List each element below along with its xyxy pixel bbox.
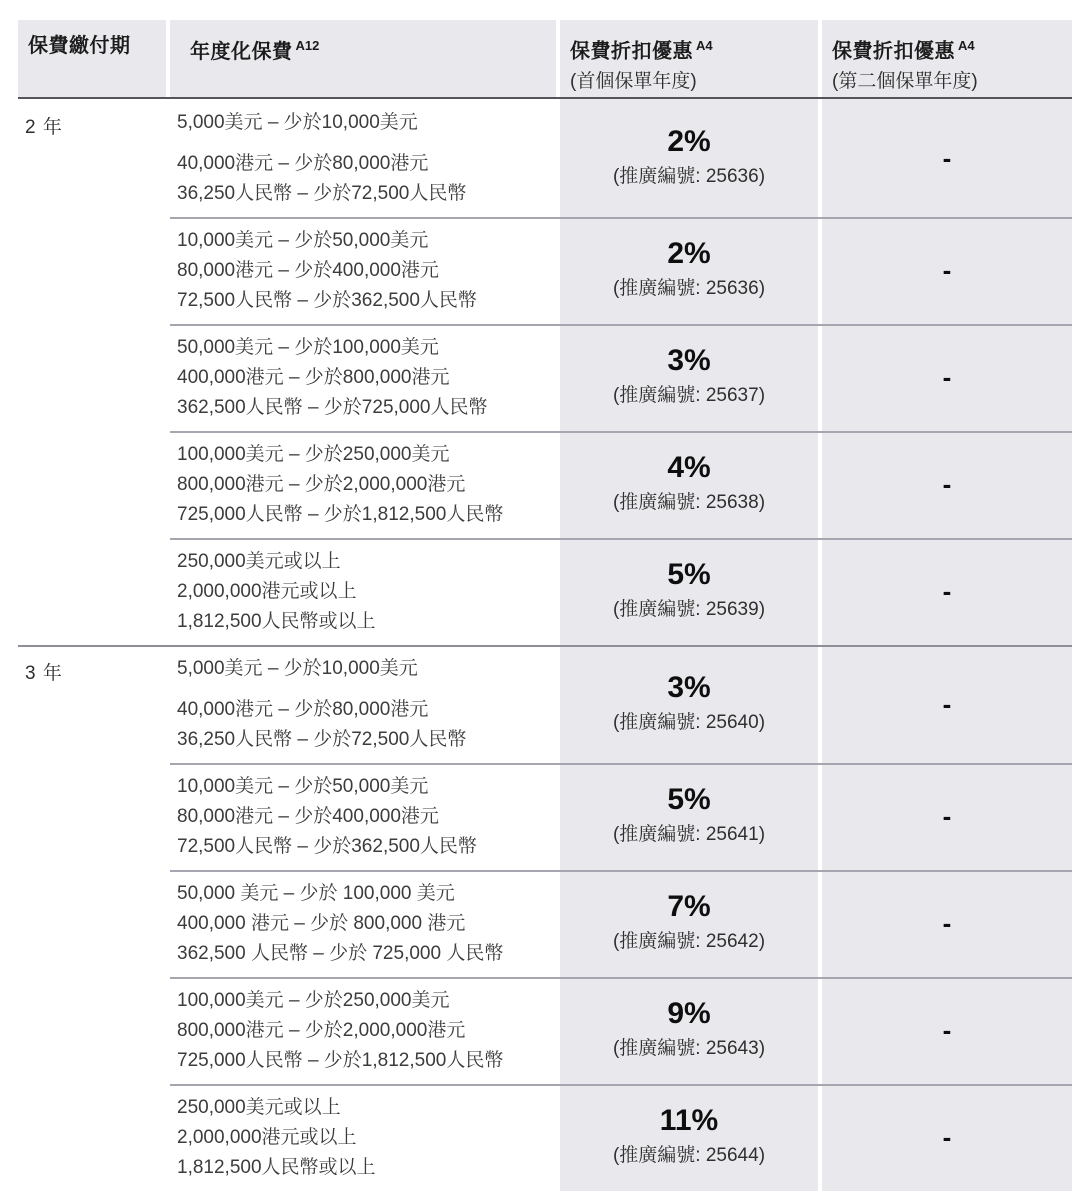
no-discount-dash: - [942, 362, 952, 393]
promo-code: (推廣編號: 25640) [612, 711, 766, 733]
table-row [18, 977, 1072, 1084]
period-label: 2 年 [25, 116, 63, 138]
range-line: 80,000港元 – 少於400,000港元 [177, 805, 439, 827]
first-year-discount-cell [560, 217, 818, 324]
range-line: 362,500人民幣 – 少於725,000人民幣 [177, 396, 488, 418]
premium-discount-table [18, 20, 1072, 1191]
first-year-discount-cell [560, 763, 818, 870]
promo-code: (推廣編號: 25641) [612, 824, 766, 846]
range-line: 10,000美元 – 少於50,000美元 [177, 775, 429, 797]
second-year-discount-cell [822, 538, 1072, 645]
premium-range-cell [170, 431, 556, 538]
second-year-discount-cell [822, 217, 1072, 324]
first-year-discount-cell [560, 431, 818, 538]
second-year-discount-cell [822, 99, 1072, 217]
header-payment-period [18, 20, 166, 97]
premium-range-cell [170, 324, 556, 431]
range-line: 2,000,000港元或以上 [177, 1126, 357, 1148]
payment-period-cell [18, 217, 166, 324]
range-line: 5,000美元 – 少於10,000美元 [177, 111, 418, 133]
payment-period-cell [18, 538, 166, 645]
header-discount-second-sub: (第二個保單年度) [832, 70, 978, 92]
discount-value: 3% [667, 670, 711, 704]
no-discount-dash: - [942, 469, 952, 500]
no-discount-dash: - [942, 688, 952, 719]
payment-period-cell [18, 870, 166, 977]
range-line: 725,000人民幣 – 少於1,812,500人民幣 [177, 503, 504, 525]
promo-code: (推廣編號: 25639) [612, 599, 766, 621]
second-year-discount-cell [822, 1084, 1072, 1191]
table-row [18, 217, 1072, 324]
payment-period-cell [18, 99, 166, 217]
table-header-row [18, 20, 1072, 99]
range-line: 800,000港元 – 少於2,000,000港元 [177, 473, 466, 495]
premium-range-cell [170, 977, 556, 1084]
footnote-ref-a12: A12 [295, 38, 320, 53]
header-payment-period-label: 保費繳付期 [28, 35, 131, 57]
discount-value: 11% [659, 1104, 719, 1138]
range-line: 40,000港元 – 少於80,000港元 [177, 152, 429, 174]
no-discount-dash: - [942, 908, 952, 939]
range-line: 72,500人民幣 – 少於362,500人民幣 [177, 835, 477, 857]
first-year-discount-cell [560, 977, 818, 1084]
range-line: 36,250人民幣 – 少於72,500人民幣 [177, 182, 467, 204]
range-line: 250,000美元或以上 [177, 550, 341, 572]
premium-range-cell [170, 870, 556, 977]
table-row [18, 538, 1072, 645]
first-year-discount-cell [560, 324, 818, 431]
payment-period-cell [18, 645, 166, 763]
range-line: 100,000美元 – 少於250,000美元 [177, 989, 450, 1011]
table-row [18, 645, 1072, 763]
no-discount-dash: - [942, 142, 952, 173]
no-discount-dash: - [942, 255, 952, 286]
premium-range-cell [170, 99, 556, 217]
header-annualized-premium [170, 20, 556, 97]
promo-code: (推廣編號: 25643) [612, 1038, 766, 1060]
header-discount-first-label: 保費折扣優惠 [570, 40, 693, 63]
range-line: 5,000美元 – 少於10,000美元 [177, 657, 418, 679]
second-year-discount-cell [822, 645, 1072, 763]
header-annualized-premium-label: 年度化保費 [190, 40, 293, 63]
discount-value: 5% [667, 783, 711, 817]
promo-code: (推廣編號: 25642) [612, 931, 766, 953]
discount-value: 4% [667, 451, 711, 485]
payment-period-cell [18, 1084, 166, 1191]
range-line: 400,000 港元 – 少於 800,000 港元 [177, 912, 466, 934]
table-row [18, 870, 1072, 977]
premium-range-cell [170, 763, 556, 870]
promo-code: (推廣編號: 25637) [612, 385, 766, 407]
table-row [18, 763, 1072, 870]
table-row [18, 99, 1072, 217]
second-year-discount-cell [822, 324, 1072, 431]
premium-range-cell [170, 538, 556, 645]
range-line: 250,000美元或以上 [177, 1096, 341, 1118]
footnote-ref-a4-first: A4 [696, 38, 713, 53]
range-line: 40,000港元 – 少於80,000港元 [177, 698, 429, 720]
footnote-ref-a4-second: A4 [958, 38, 975, 53]
header-discount-second-year [822, 20, 1072, 97]
range-line: 362,500 人民幣 – 少於 725,000 人民幣 [177, 942, 504, 964]
promo-code: (推廣編號: 25636) [612, 165, 766, 187]
payment-period-cell [18, 977, 166, 1084]
range-line: 72,500人民幣 – 少於362,500人民幣 [177, 289, 477, 311]
discount-value: 7% [667, 890, 711, 924]
range-line: 50,000美元 – 少於100,000美元 [177, 336, 439, 358]
no-discount-dash: - [942, 801, 952, 832]
discount-value: 2% [667, 237, 711, 271]
second-year-discount-cell [822, 431, 1072, 538]
premium-range-cell [170, 217, 556, 324]
premium-range-cell [170, 645, 556, 763]
range-line: 100,000美元 – 少於250,000美元 [177, 443, 450, 465]
header-discount-second-label: 保費折扣優惠 [832, 40, 955, 63]
table-row [18, 1084, 1072, 1191]
range-line: 1,812,500人民幣或以上 [177, 1156, 376, 1178]
table-row [18, 324, 1072, 431]
range-line: 800,000港元 – 少於2,000,000港元 [177, 1019, 466, 1041]
range-line: 36,250人民幣 – 少於72,500人民幣 [177, 728, 467, 750]
promo-code: (推廣編號: 25638) [612, 492, 766, 514]
promo-code: (推廣編號: 25644) [612, 1145, 766, 1167]
second-year-discount-cell [822, 763, 1072, 870]
first-year-discount-cell [560, 538, 818, 645]
range-line: 1,812,500人民幣或以上 [177, 610, 376, 632]
second-year-discount-cell [822, 870, 1072, 977]
discount-value: 9% [667, 997, 711, 1031]
premium-range-cell [170, 1084, 556, 1191]
discount-value: 3% [667, 344, 711, 378]
header-discount-first-year [560, 20, 818, 97]
no-discount-dash: - [942, 576, 952, 607]
promo-code: (推廣編號: 25636) [612, 278, 766, 300]
payment-period-cell [18, 763, 166, 870]
discount-value: 5% [667, 558, 711, 592]
first-year-discount-cell [560, 1084, 818, 1191]
range-line: 400,000港元 – 少於800,000港元 [177, 366, 450, 388]
range-line: 10,000美元 – 少於50,000美元 [177, 229, 429, 251]
header-discount-first-sub: (首個保單年度) [570, 70, 697, 92]
range-line: 2,000,000港元或以上 [177, 580, 357, 602]
period-label: 3 年 [25, 662, 63, 684]
payment-period-cell [18, 324, 166, 431]
discount-value: 2% [667, 124, 711, 158]
range-line: 725,000人民幣 – 少於1,812,500人民幣 [177, 1049, 504, 1071]
second-year-discount-cell [822, 977, 1072, 1084]
first-year-discount-cell [560, 870, 818, 977]
table-row [18, 431, 1072, 538]
no-discount-dash: - [942, 1122, 952, 1153]
first-year-discount-cell [560, 99, 818, 217]
range-line: 80,000港元 – 少於400,000港元 [177, 259, 439, 281]
range-line: 50,000 美元 – 少於 100,000 美元 [177, 882, 455, 904]
payment-period-cell [18, 431, 166, 538]
no-discount-dash: - [942, 1015, 952, 1046]
first-year-discount-cell [560, 645, 818, 763]
